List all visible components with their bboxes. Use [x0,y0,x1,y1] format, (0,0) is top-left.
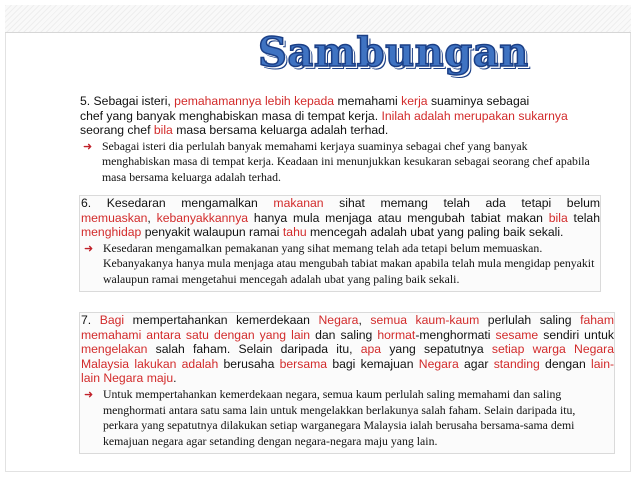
right-arrow-icon: ➜ [84,388,94,401]
section-line: memahami antara satu dengan yang lain dan saling hormat-menghormati sesame sendiri untuk [81,327,614,342]
section-line: Malaysia lakukan adalah berusaha bersama bagi kemajuan Negara agar standing dengan lain- [81,356,615,371]
section-line: lain Negara maju. [81,371,177,386]
section-5 [80,94,596,186]
section-line: 6. Kesedaran mengamalkan makanan sihat memang telah ada tetapi belum [81,196,600,210]
slide-title: Sambungan [258,29,529,76]
section-line: seorang chef bila masa bersama keluarga adalah terhad. [80,123,389,138]
section-line: chef yang banyak menghabiskan masa di tempat kerja. Inilah adalah merupakan sukarnya [80,108,568,123]
section-5-note: ➜ Sebagai isteri dia perlulah banyak memahami kerjaya suaminya sebagai chef yang banyak menghabiskan masa di tempat kerja. Keadaan ini menunjukkan kesukaran sebagai seorang chef apabila masa bersama keluarga adalah terhad. [83,138,590,184]
section-line: mengelakan salah faham. Selain daripada itu, apa yang sepatutnya setiap warga Negara [81,342,614,357]
right-arrow-icon: ➜ [83,140,93,153]
section-7 [79,312,615,454]
section-7-note: ➜ Untuk mempertahankan kemerdekaan negara, semua kaum perlulah saling memahami dan saling menghormati antara satu sama lain untuk mengelakkan berlakunya salah faham. Selain daripada itu, perkara yang sepatutnya dilakukan setiap warganegara Malaysia ialah berusaha bersama-sama demi kemajuan negara agar setanding dengan negara-negara maju yang lain. [84,386,576,448]
section-line: 5. Sebagai isteri, pemahamannya lebih kepada memahami kerja suaminya sebagai [80,94,530,108]
section-line: menghidap penyakit walaupun ramai tahu mencegah adalah ubat yang paling baik sekali. [81,225,564,240]
section-6-note: ➜ Kesedaran mengamalkan pemakanan yang sihat memang telah ada tetapi belum memuaskan. Kebanyakanya hanya mula menjaga atau mengubah tabiat makan apabila telah mula mengidap penyakit walaupun ramai mengetahui mencegah adalah ubat yang paling baik sekali. [84,240,595,286]
right-arrow-icon: ➜ [84,242,94,255]
section-line: memuaskan, kebanyakkannya hanya mula menjaga atau mengubah tabiat makan bila telah [81,210,600,225]
section-6 [79,195,601,292]
section-line: 7. Bagi mempertahankan kemerdekaan Negara, semua kaum-kaum perlulah saling faham [81,313,614,327]
header-band [5,5,631,32]
